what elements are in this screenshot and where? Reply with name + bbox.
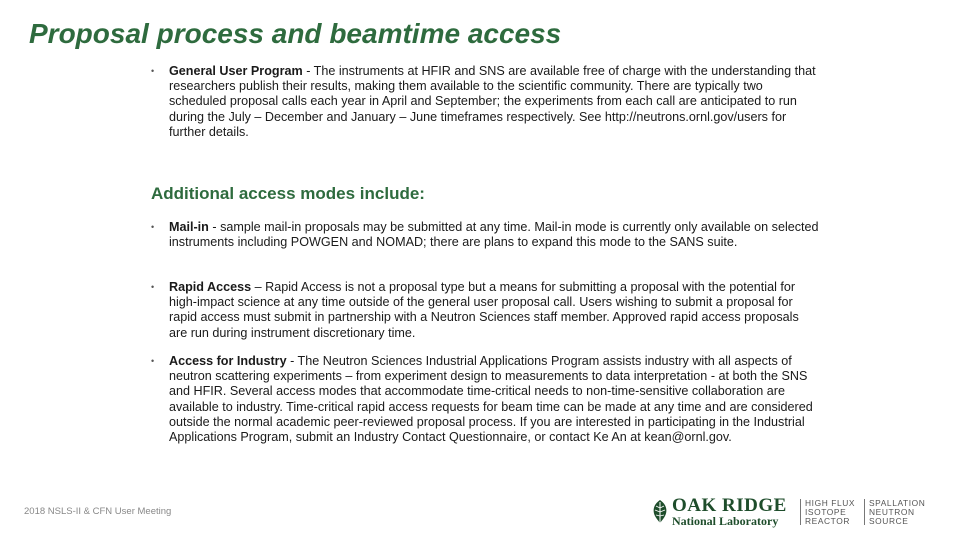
ornl-line1: OAK RIDGE bbox=[672, 495, 787, 516]
rapid-access-description: – Rapid Access is not a proposal type but a means for submitting a proposal with the potential for high-impact science at any time outside of the general user proposal call. Users wishing to submit a proposal for rapid access must submit in partnership with a Neutron Sciences staff member. Approved rapid access proposals are run during instrument discretionary time. bbox=[169, 280, 799, 340]
rapid-access-text bbox=[169, 280, 819, 341]
footer-event-name: 2018 NSLS-II & CFN User Meeting bbox=[24, 506, 172, 517]
sns-line: SPALLATION bbox=[869, 498, 926, 508]
bullet-marker: • bbox=[151, 222, 155, 232]
bullet-marker: • bbox=[151, 356, 155, 366]
rapid-access-label: Rapid Access bbox=[169, 280, 252, 294]
mail-in-bullet bbox=[151, 220, 819, 250]
hfir-label bbox=[805, 499, 855, 526]
sns-label bbox=[869, 499, 925, 526]
logo-divider bbox=[864, 499, 865, 525]
general-user-description: - The instruments at HFIR and SNS are available free of charge with the understanding that researchers publish their results, making them available to the scientific community. There are typically two scheduled proposal calls each year in April and September; the experiments from each call are anticipated to run during the July – December and January – June timeframes respectively. See http://neutrons.ornl.gov/users for further details. bbox=[169, 64, 816, 139]
rapid-access-bullet bbox=[151, 280, 819, 341]
mail-in-text bbox=[169, 220, 819, 250]
general-user-bullet bbox=[151, 64, 819, 140]
sns-line: NEUTRON bbox=[869, 507, 915, 517]
oak-leaf-icon bbox=[648, 498, 672, 526]
general-user-label: General User Program bbox=[169, 64, 303, 78]
industry-bullet bbox=[151, 354, 819, 445]
industry-text bbox=[169, 354, 819, 445]
hfir-line: REACTOR bbox=[805, 516, 850, 526]
industry-label: Access for Industry bbox=[169, 354, 287, 368]
slide-title: Proposal process and beamtime access bbox=[29, 18, 562, 49]
logo-divider bbox=[800, 499, 801, 525]
additional-access-heading: Additional access modes include: bbox=[151, 184, 425, 203]
mail-in-label: Mail-in bbox=[169, 220, 209, 234]
industry-description: - The Neutron Sciences Industrial Applications Program assists industry with all aspects of neutron scattering experiments – from experiment design to measurements to data interpretation - at both the SNS and HFIR. Several access modes that accommodate time-critical needs to non-time-sensitive collaboration are available to industry. Time-critical rapid access requests for beam time can be made at any time and are considered outside the normal academic peer-reviewed proposal process. If you are interested in participating in the Industrial Applications Program, submit an Industry Contact Questionnaire, or contact Ke An at kean@ornl.gov. bbox=[169, 354, 813, 445]
sns-line: SOURCE bbox=[869, 516, 909, 526]
hfir-line: ISOTOPE bbox=[805, 507, 847, 517]
hfir-line: HIGH FLUX bbox=[805, 498, 856, 508]
mail-in-description: - sample mail-in proposals may be submitted at any time. Mail-in mode is currently only available on selected instruments including POWGEN and NOMAD; there are plans to expand this mode to the SANS suite. bbox=[169, 220, 819, 250]
ornl-wordmark bbox=[672, 497, 787, 527]
ornl-logo bbox=[648, 497, 933, 527]
ornl-line2: National Laboratory bbox=[672, 514, 779, 528]
bullet-marker: • bbox=[151, 66, 155, 76]
bullet-marker: • bbox=[151, 282, 155, 292]
general-user-text bbox=[169, 64, 819, 140]
